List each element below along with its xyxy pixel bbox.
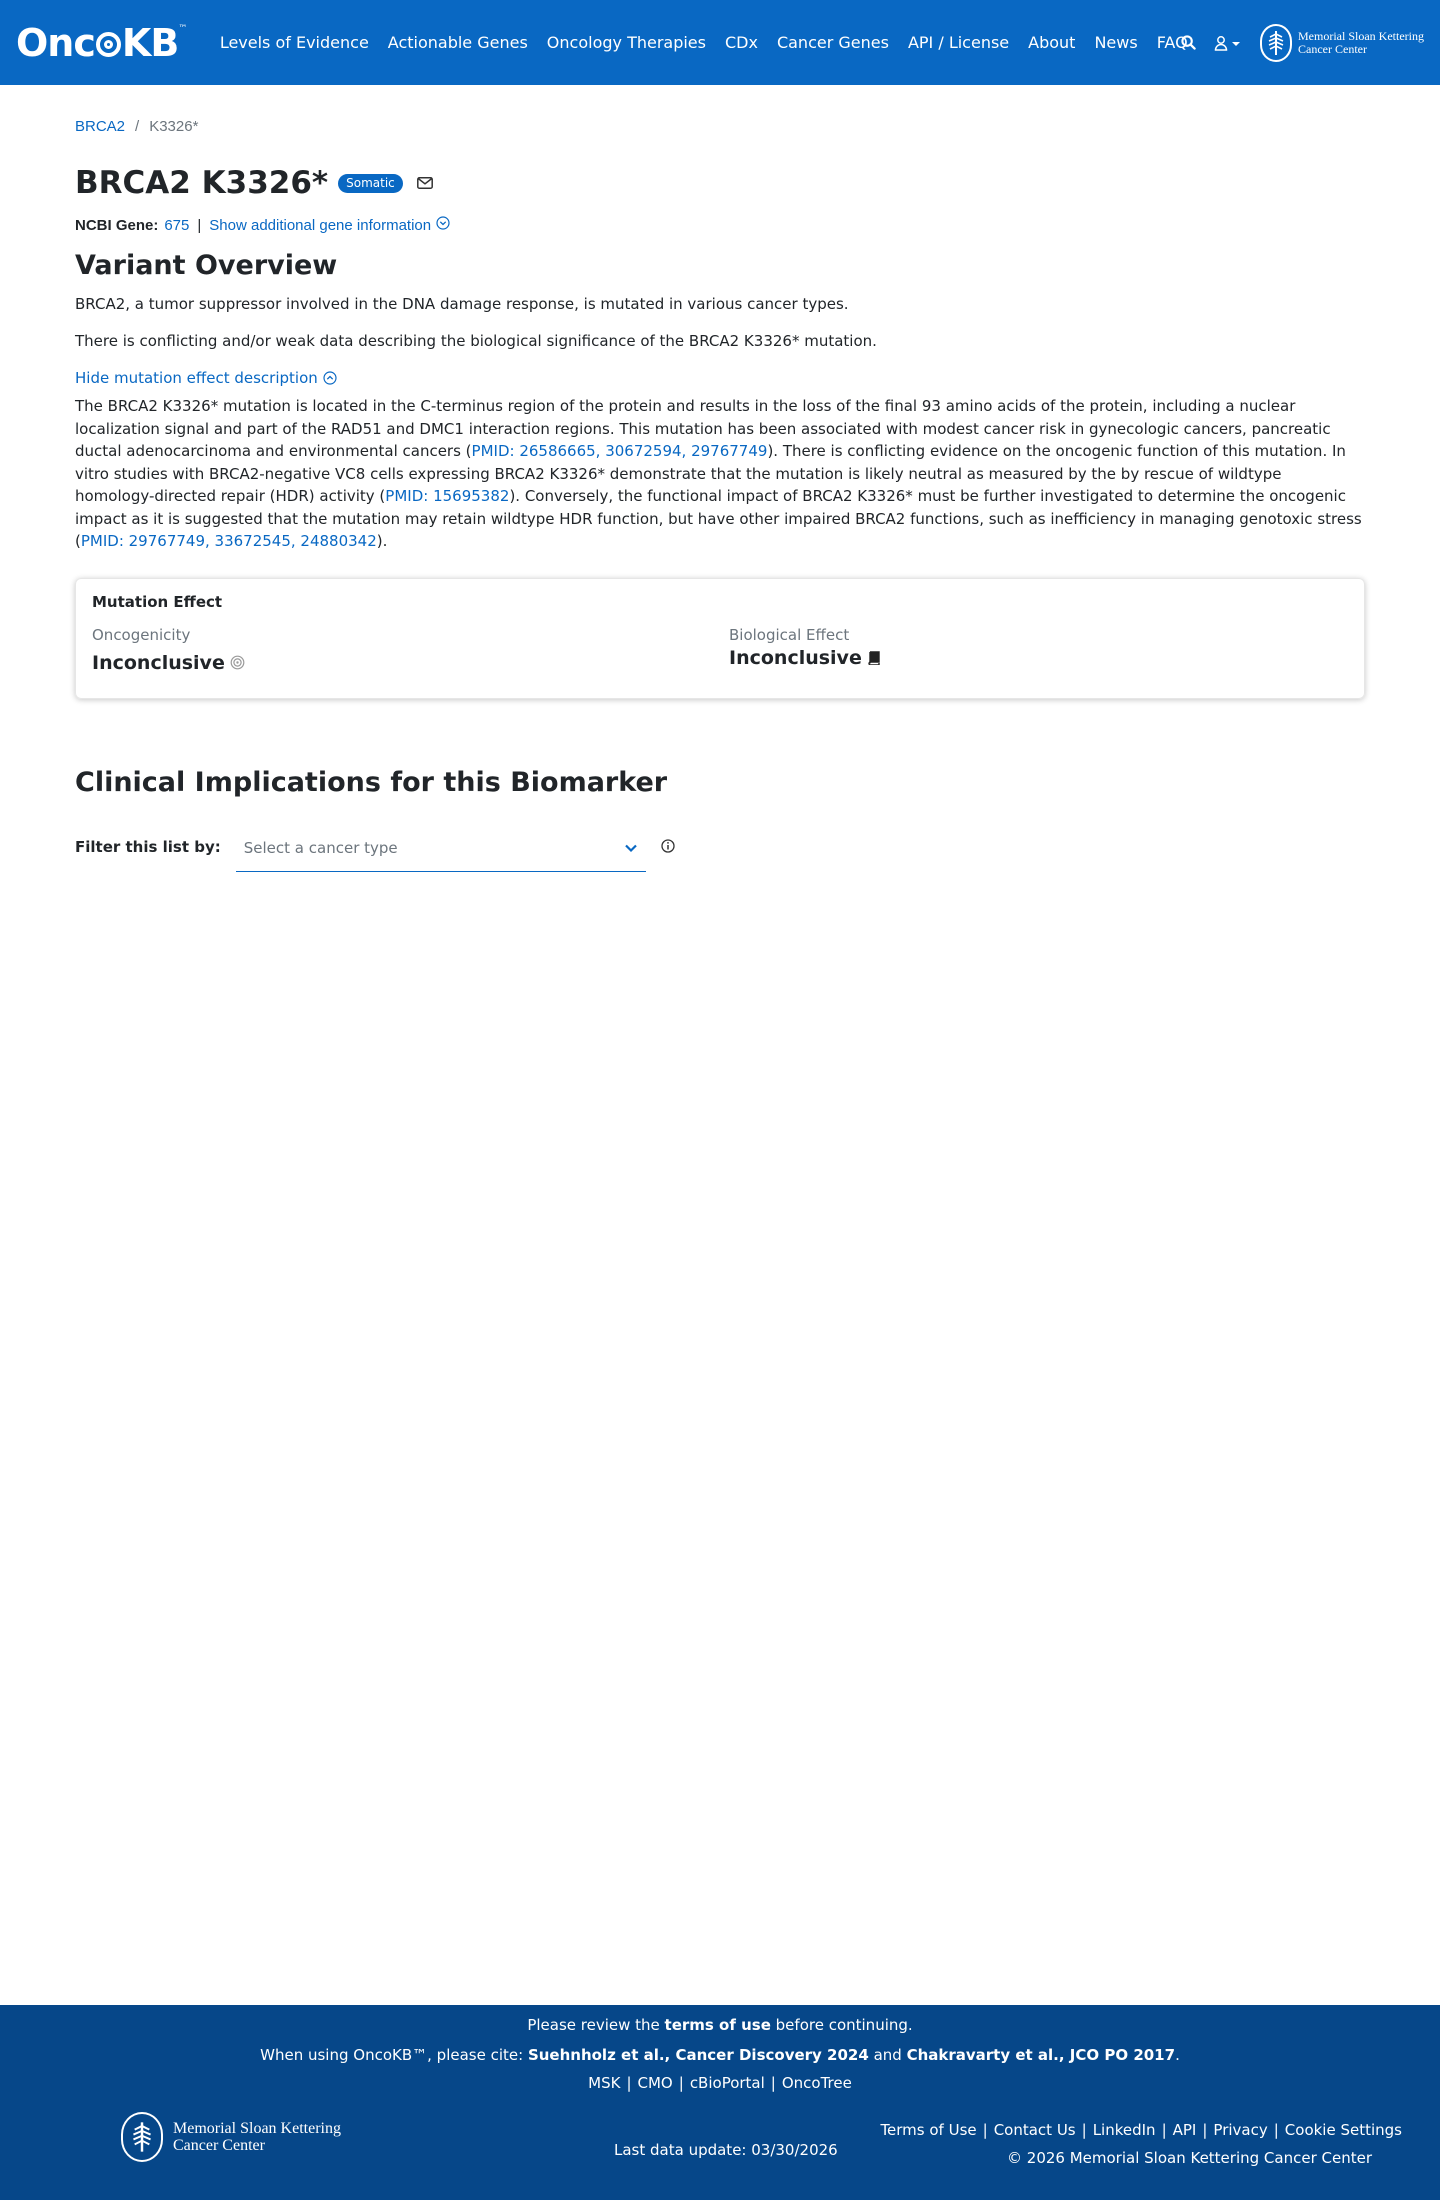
page-title: BRCA2 K3326* <box>75 165 329 201</box>
biological-effect-label: Biological Effect <box>729 625 850 644</box>
gene-summary: BRCA2, a tumor suppressor involved in the DNA damage response, is mutated in various cancer types. <box>75 295 849 313</box>
search-icon[interactable] <box>1181 35 1196 50</box>
gene-info-row <box>75 214 1365 236</box>
terms-notice-post: before continuing. <box>770 2016 913 2034</box>
nav-faq[interactable]: FAQ <box>1156 33 1188 52</box>
terms-of-use-link[interactable]: terms of use <box>664 2016 771 2034</box>
title-row <box>75 163 1365 203</box>
resource-links: MSK | CMO | cBioPortal | OncoTree <box>588 2074 852 2092</box>
oncokb-logo[interactable] <box>16 0 186 85</box>
mutation-effect-description <box>75 395 1365 553</box>
footer-privacy-link[interactable]: Privacy <box>1213 2121 1268 2139</box>
chevron-down-icon[interactable] <box>624 839 638 857</box>
hide-mutation-effect-label[interactable]: Hide mutation effect description <box>75 369 318 387</box>
oncogenicity-label: Oncogenicity <box>92 625 191 644</box>
footer-msk-line-1: Memorial Sloan Kettering <box>173 2120 341 2137</box>
nav-actionable-genes[interactable]: Actionable Genes <box>387 33 528 52</box>
main-nav <box>210 33 1197 52</box>
desc-part-1: The BRCA2 K3326* mutation is located in the C-terminus region of the protein and results in the loss of the final 93 amino acids of the protein, including a nuclear localization signal and part of the RAD51 and DMC1 interaction regions. This mutation has been associated with modest cancer risk in gynecologic cancers, pancreatic ductal adenocarcinoma and environmental cancers ( <box>75 397 1331 460</box>
footer-link-oncotree[interactable]: OncoTree <box>781 2074 852 2092</box>
desc-part-2: ). There is conflicting evidence on the oncogenic function of this mutation. In vitro studies with BRCA2-negative VC8 cells expressing BRCA2 K3326* demonstrate that the mutation is likely neutral as measured by the by rescue of wildtype homology-directed repair (HDR) activity ( <box>75 442 1346 505</box>
show-gene-info-toggle[interactable] <box>209 216 450 234</box>
citation-pre: When using OncoKB™, please cite: <box>260 2046 528 2064</box>
nav-oncology-therapies[interactable]: Oncology Therapies <box>546 33 706 52</box>
footer-api-link[interactable]: API <box>1172 2121 1197 2139</box>
msk-mark-icon <box>1260 24 1292 62</box>
main-content <box>75 85 1365 872</box>
footer <box>0 2005 1440 2200</box>
terms-notice-pre: Please review the <box>527 2016 665 2034</box>
footer-link-cbioportal[interactable]: cBioPortal <box>689 2074 765 2092</box>
citation-and: and <box>868 2046 907 2064</box>
footer-msk-logo[interactable] <box>121 2112 341 2162</box>
top-navbar <box>0 0 1440 85</box>
footer-link-msk[interactable]: MSK <box>588 2074 621 2092</box>
logo-o-icon <box>96 32 121 57</box>
footer-linkedin-link[interactable]: LinkedIn <box>1092 2121 1156 2139</box>
user-menu-icon[interactable] <box>1214 35 1242 51</box>
logo-tm: ™ <box>178 24 187 34</box>
pmid-link-1[interactable]: PMID: 26586665, 30672594, 29767749 <box>471 442 768 460</box>
breadcrumb-current: K3326* <box>149 117 199 135</box>
terms-notice <box>0 2016 1440 2034</box>
info-icon[interactable] <box>661 839 675 853</box>
clinical-implications-heading: Clinical Implications for this Biomarker <box>75 766 668 798</box>
biological-effect-value: Inconclusive <box>729 646 862 669</box>
last-data-update: Last data update: 03/30/2026 <box>614 2141 838 2159</box>
pmid-link-3[interactable]: PMID: 29767749, 33672545, 24880342 <box>80 532 377 550</box>
citation-end: . <box>1175 2046 1180 2064</box>
nav-news[interactable]: News <box>1094 33 1138 52</box>
nav-levels-of-evidence[interactable]: Levels of Evidence <box>219 33 369 52</box>
msk-line-1: Memorial Sloan Kettering <box>1298 28 1424 43</box>
gene-info-divider: | <box>197 216 202 234</box>
nav-cancer-genes[interactable]: Cancer Genes <box>776 33 889 52</box>
biological-effect-value-row <box>729 647 881 669</box>
footer-link-cmo[interactable]: CMO <box>637 2074 673 2092</box>
chevron-down-circle-icon <box>436 216 450 230</box>
breadcrumb-separator: / <box>135 117 140 135</box>
msk-logo[interactable] <box>1260 24 1424 62</box>
ncbi-gene-label: NCBI Gene: <box>75 216 159 234</box>
msk-line-2: Cancer Center <box>1298 41 1367 56</box>
show-gene-info-label: Show additional gene information <box>209 217 432 234</box>
book-icon[interactable] <box>867 651 881 665</box>
variant-overview-heading: Variant Overview <box>75 250 338 281</box>
inconclusive-oncogenicity-icon <box>230 655 245 670</box>
footer-contact-link[interactable]: Contact Us <box>993 2121 1076 2139</box>
nav-right <box>1163 0 1424 85</box>
chevron-up-circle-icon <box>323 371 337 385</box>
desc-part-3: ). Conversely, the functional impact of BRCA2 K3326* must be further investigated to determine the oncogenic impact as it is suggested that the mutation may retain wildtype HDR function, but have other impaired BRCA2 functions, such as inefficiency in managing genotoxic stress ( <box>75 487 1362 550</box>
citation-notice <box>0 2046 1440 2064</box>
breadcrumb <box>75 116 1365 136</box>
pmid-link-2[interactable]: PMID: 15695382 <box>385 487 510 505</box>
filter-row <box>75 837 1365 872</box>
nav-about[interactable]: About <box>1028 33 1076 52</box>
breadcrumb-gene-link[interactable]: BRCA2 <box>75 117 126 135</box>
mutation-effect-card <box>75 578 1365 699</box>
citation-link-1[interactable]: Suehnholz et al., Cancer Discovery 2024 <box>527 2046 869 2064</box>
logo-text-onc: Onc <box>16 20 95 65</box>
cancer-type-placeholder: Select a cancer type <box>243 838 398 857</box>
citation-link-2[interactable]: Chakravarty et al., JCO PO 2017 <box>906 2046 1176 2064</box>
variant-significance: There is conflicting and/or weak data describing the biological significance of the BRCA2 K3326* mutation. <box>75 332 877 350</box>
biological-effect-column <box>729 626 881 669</box>
oncogenicity-value-row <box>92 652 245 674</box>
footer-cookie-settings-link[interactable]: Cookie Settings <box>1284 2121 1402 2139</box>
desc-part-4: ). <box>376 532 388 550</box>
mail-icon[interactable] <box>417 177 433 189</box>
logo-text-kb: KB <box>121 20 179 65</box>
hide-mutation-effect-toggle[interactable] <box>75 367 1365 389</box>
somatic-badge: Somatic <box>338 174 403 193</box>
copyright: © 2026 Memorial Sloan Kettering Cancer Center <box>1007 2149 1372 2167</box>
cancer-type-select[interactable] <box>236 837 646 872</box>
mutation-effect-title: Mutation Effect <box>92 592 223 611</box>
nav-cdx[interactable]: CDx <box>724 33 758 52</box>
filter-label: Filter this list by: <box>75 837 221 856</box>
footer-policy-links: Terms of Use | Contact Us | LinkedIn | API | Privacy | Cookie Settings <box>880 2121 1402 2139</box>
footer-msk-line-2: Cancer Center <box>173 2137 265 2154</box>
oncogenicity-column <box>92 626 245 674</box>
oncogenicity-value: Inconclusive <box>92 651 225 674</box>
footer-msk-mark-icon <box>121 2112 163 2162</box>
ncbi-gene-link[interactable]: 675 <box>164 216 190 234</box>
nav-api-license[interactable]: API / License <box>907 33 1010 52</box>
footer-terms-link[interactable]: Terms of Use <box>880 2121 977 2139</box>
